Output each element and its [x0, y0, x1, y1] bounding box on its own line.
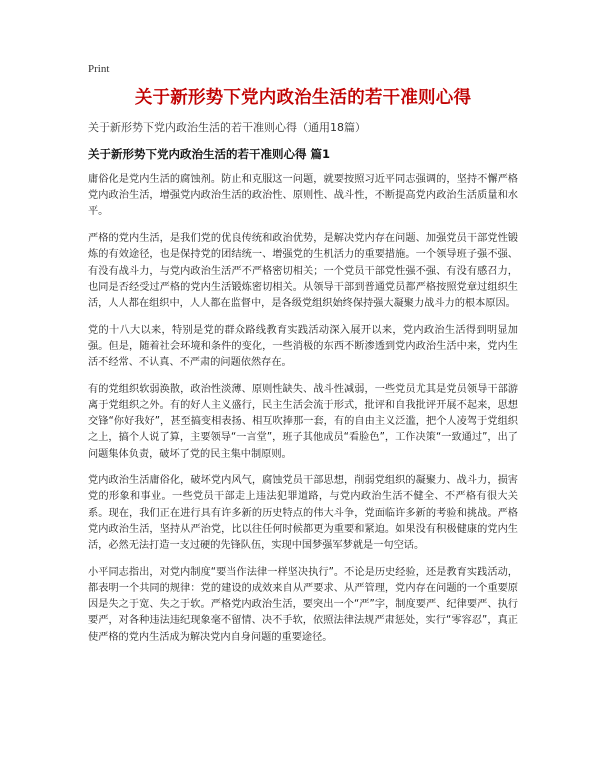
paragraph-6: 小平同志指出，对党内制度“要当作法律一样坚决执行”。不论是历史经验，还是教育实践活动，都表明一个共同的规律：党的建设的成效来自从严要求、从严管理，党内存在问题的一个重要原因是失之于宽、失之于软。严格党内政治生活，要突出一个“严”字，制度要严、纪律要严、执行要严，对各种违法违纪现象毫不留情、决不手软，依照法律法规严肃惩处，实行“零容忍”，真正使严格的党内生活成为解决党内自身问题的重要途径。: [88, 566, 518, 643]
document-subtitle: 关于新形势下党内政治生活的若干准则心得（通用18篇）: [88, 121, 366, 134]
paragraph-3: 党的十八大以来，特别是党的群众路线教育实践活动深入展开以来，党内政治生活得到明显加强。但是，随着社会环境和条件的变化，一些消极的东西不断渗透到党内政治生活中来，党内生活不经常、不认真、不严肃的问题依然存在。: [88, 324, 518, 369]
document-title: 关于新形势下党内政治生活的若干准则心得: [134, 88, 472, 108]
print-label[interactable]: Print: [88, 63, 110, 75]
paragraph-5: 党内政治生活庸俗化，破坏党内风气，腐蚀党员干部思想，削弱党组织的凝聚力、战斗力，损害党的形象和事业。一些党员干部走上违法犯罪道路，与党内政治生活不健全、不严格有很大关系。现在，我们正在进行具有许多新的历史特点的伟大斗争，党面临许多新的考验和挑战。严格党内政治生活，坚持从严治党，比以往任何时候都更为重要和紧迫。如果没有积极健康的党内生活，必然无法打造一支过硬的先锋队伍，实现中国梦强军梦就是一句空话。: [88, 475, 518, 552]
paragraph-4: 有的党组织软弱涣散，政治性淡薄、原则性缺失、战斗性减弱，一些党员尤其是党员领导干部游离于党组织之外。有的好人主义盛行，民主生活会流于形式，批评和自我批评开展不起来，思想交锋“你好我好”，甚至搞变相表扬、相互吹捧那一套，有的自由主义泛滥，把个人凌驾于党组织之上，搞个人说了算，主要领导“一言堂”，班子其他成员“看脸色”，工作决策“一致通过”，出了问题集体负责，破坏了党的民主集中制原则。: [88, 383, 518, 460]
paragraph-2: 严格的党内生活，是我们党的优良传统和政治优势，是解决党内存在问题、加强党员干部党性锻炼的有效途径，也是保持党的团结统一、增强党的生机活力的重要措施。一个领导班子强不强、有没有战斗力，与党内政治生活严不严格密切相关；一个党员干部党性强不强、有没有感召力，也同是否经受过严格的党内生活锻炼密切相关。从领导干部到普通党员都严格按照党章过组织生活，人人都在组织中，人人都在监督中，是各级党组织始终保持强大凝聚力战斗力的根本原因。: [88, 233, 518, 309]
section-heading: 关于新形势下党内政治生活的若干准则心得 篇1: [88, 147, 331, 161]
paragraph-1: 庸俗化是党内生活的腐蚀剂。防止和克服这一问题，就要按照习近平同志强调的，坚持不懈严格党内政治生活，增强党内政治生活的政治性、原则性、战斗性，不断提高党内政治生活质量和水平。: [88, 174, 518, 218]
document-page: [88, 62, 518, 656]
